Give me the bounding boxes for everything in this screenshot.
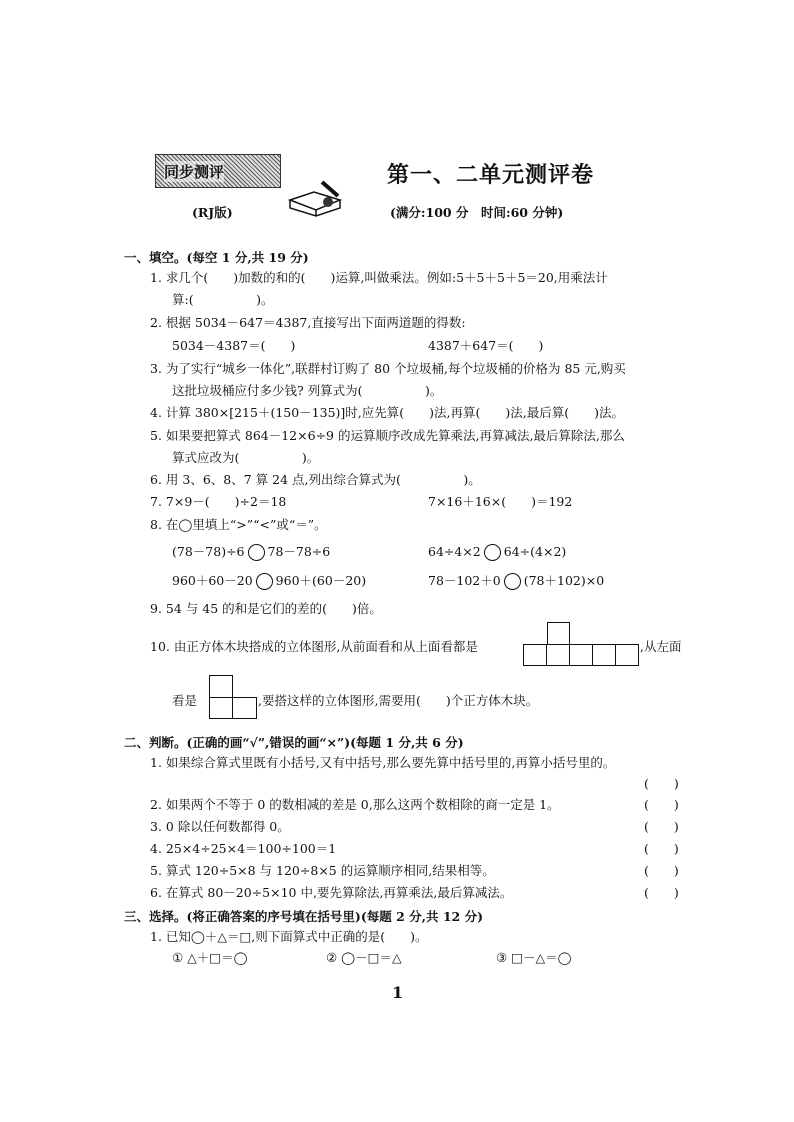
q9-line: 9. 54 与 45 的和是它们的差的( )倍。 [150,601,382,616]
q10-line2-start: 看是 [172,693,198,708]
choice-option-3[interactable]: ③ □－△＝◯ [496,950,572,965]
q1-line1: 1. 求几个( )加数的和的( )运算,叫做乘法。例如:5＋5＋5＋5＝20,用乘法计 [150,270,608,285]
answer-circle[interactable] [256,573,273,590]
q1-line2: 算:( )。 [172,292,274,307]
q8-line: 8. 在◯里填上“>”“<”或“＝”。 [150,517,327,532]
q10-line1-end: ,从左面 [640,639,682,654]
q3-line2: 这批垃圾桶应付多少钱? 列算式为( )。 [172,383,443,398]
logo-text: 同步测评 [164,163,225,181]
logo-stamp [155,154,281,188]
q8-4-left: 78－102＋0 [428,573,501,588]
q8-compare-3 [172,573,366,590]
judge-paren-3[interactable]: ( ) [644,819,679,834]
judge-item-2: 2. 如果两个不等于 0 的数相减的差是 0,那么这两个数相除的商一定是 1。 [150,797,560,812]
q10-line2-end: ,要搭这样的立体图形,需要用( )个正方体木块。 [258,693,539,708]
q8-compare-2 [428,544,566,561]
page-title: 第一、二单元测评卷 [387,163,595,188]
section-1-heading: 一、填空。(每空 1 分,共 19 分) [124,250,309,265]
front-top-view-figure [523,622,639,666]
judge-item-4: 4. 25×4÷25×4＝100÷100＝1 [150,841,337,856]
q5-line2: 算式应改为( )。 [172,450,320,465]
choice-option-1[interactable]: ① △＋□＝◯ [172,950,248,965]
judge-item-6: 6. 在算式 80－20÷5×10 中,要先算除法,再算乘法,最后算减法。 [150,885,513,900]
section-3-heading: 三、选择。(将正确答案的序号填在括号里)(每题 2 分,共 12 分) [124,909,484,924]
q4-line: 4. 计算 380×[215＋(150－135)]时,应先算( )法,再算( )法,最后算( )法。 [150,405,624,420]
book-pencil-icon [286,178,348,218]
judge-paren-5[interactable]: ( ) [644,863,679,878]
judge-item-1: 1. 如果综合算式里既有小括号,又有中括号,那么要先算中括号里的,再算小括号里的。 [150,755,616,770]
q8-3-right: 960＋(60－20) [275,573,367,588]
page-number: 1 [392,983,404,1002]
q10-line1: 10. 由正方体木块搭成的立体图形,从前面看和从上面看都是 [150,639,478,654]
q7-right: 7×16＋16×( )＝192 [428,494,573,509]
answer-circle[interactable] [248,544,265,561]
q8-1-left: (78－78)÷6 [172,544,245,559]
q8-1-right: 78－78÷6 [267,544,331,559]
q2-line1: 2. 根据 5034－647＝4387,直接写出下面两道题的得数: [150,315,466,330]
q6-line: 6. 用 3、6、8、7 算 24 点,列出综合算式为( )。 [150,472,481,487]
edition-label: (RJ版) [192,205,233,220]
q8-compare-1 [172,544,330,561]
answer-circle[interactable] [504,573,521,590]
q8-4-right: (78＋102)×0 [523,573,605,588]
judge-item-3: 3. 0 除以任何数都得 0。 [150,819,290,834]
judge-paren-4[interactable]: ( ) [644,841,679,856]
q8-3-left: 960＋60－20 [172,573,253,588]
exam-meta: (满分:100 分 时间:60 分钟) [390,205,564,220]
q5-line1: 5. 如果要把算式 864－12×6÷9 的运算顺序改成先算乘法,再算减法,最后算除法,那么 [150,428,625,443]
q8-compare-4 [428,573,604,590]
q2-left: 5034－4387＝( ) [172,338,296,353]
q3-line1: 3. 为了实行“城乡一体化”,联群村订购了 80 个垃圾桶,每个垃圾桶的价格为 85 元,购买 [150,361,626,376]
judge-paren-6[interactable]: ( ) [644,885,679,900]
choice-q1: 1. 已知◯＋△＝□,则下面算式中正确的是( )。 [150,929,428,944]
left-view-figure [209,675,257,719]
judge-paren-1[interactable]: ( ) [644,776,679,791]
section-2-heading: 二、判断。(正确的画“√”,错误的画“×”)(每题 1 分,共 6 分) [124,735,464,750]
judge-item-5: 5. 算式 120÷5×8 与 120÷8×5 的运算顺序相同,结果相等。 [150,863,495,878]
q8-2-left: 64÷4×2 [428,544,481,559]
q2-right: 4387＋647＝( ) [428,338,544,353]
q8-2-right: 64÷(4×2) [503,544,567,559]
answer-circle[interactable] [484,544,501,561]
judge-paren-2[interactable]: ( ) [644,797,679,812]
q7-left: 7. 7×9－( )÷2＝18 [150,494,287,509]
choice-option-2[interactable]: ② ◯－□＝△ [326,950,402,965]
